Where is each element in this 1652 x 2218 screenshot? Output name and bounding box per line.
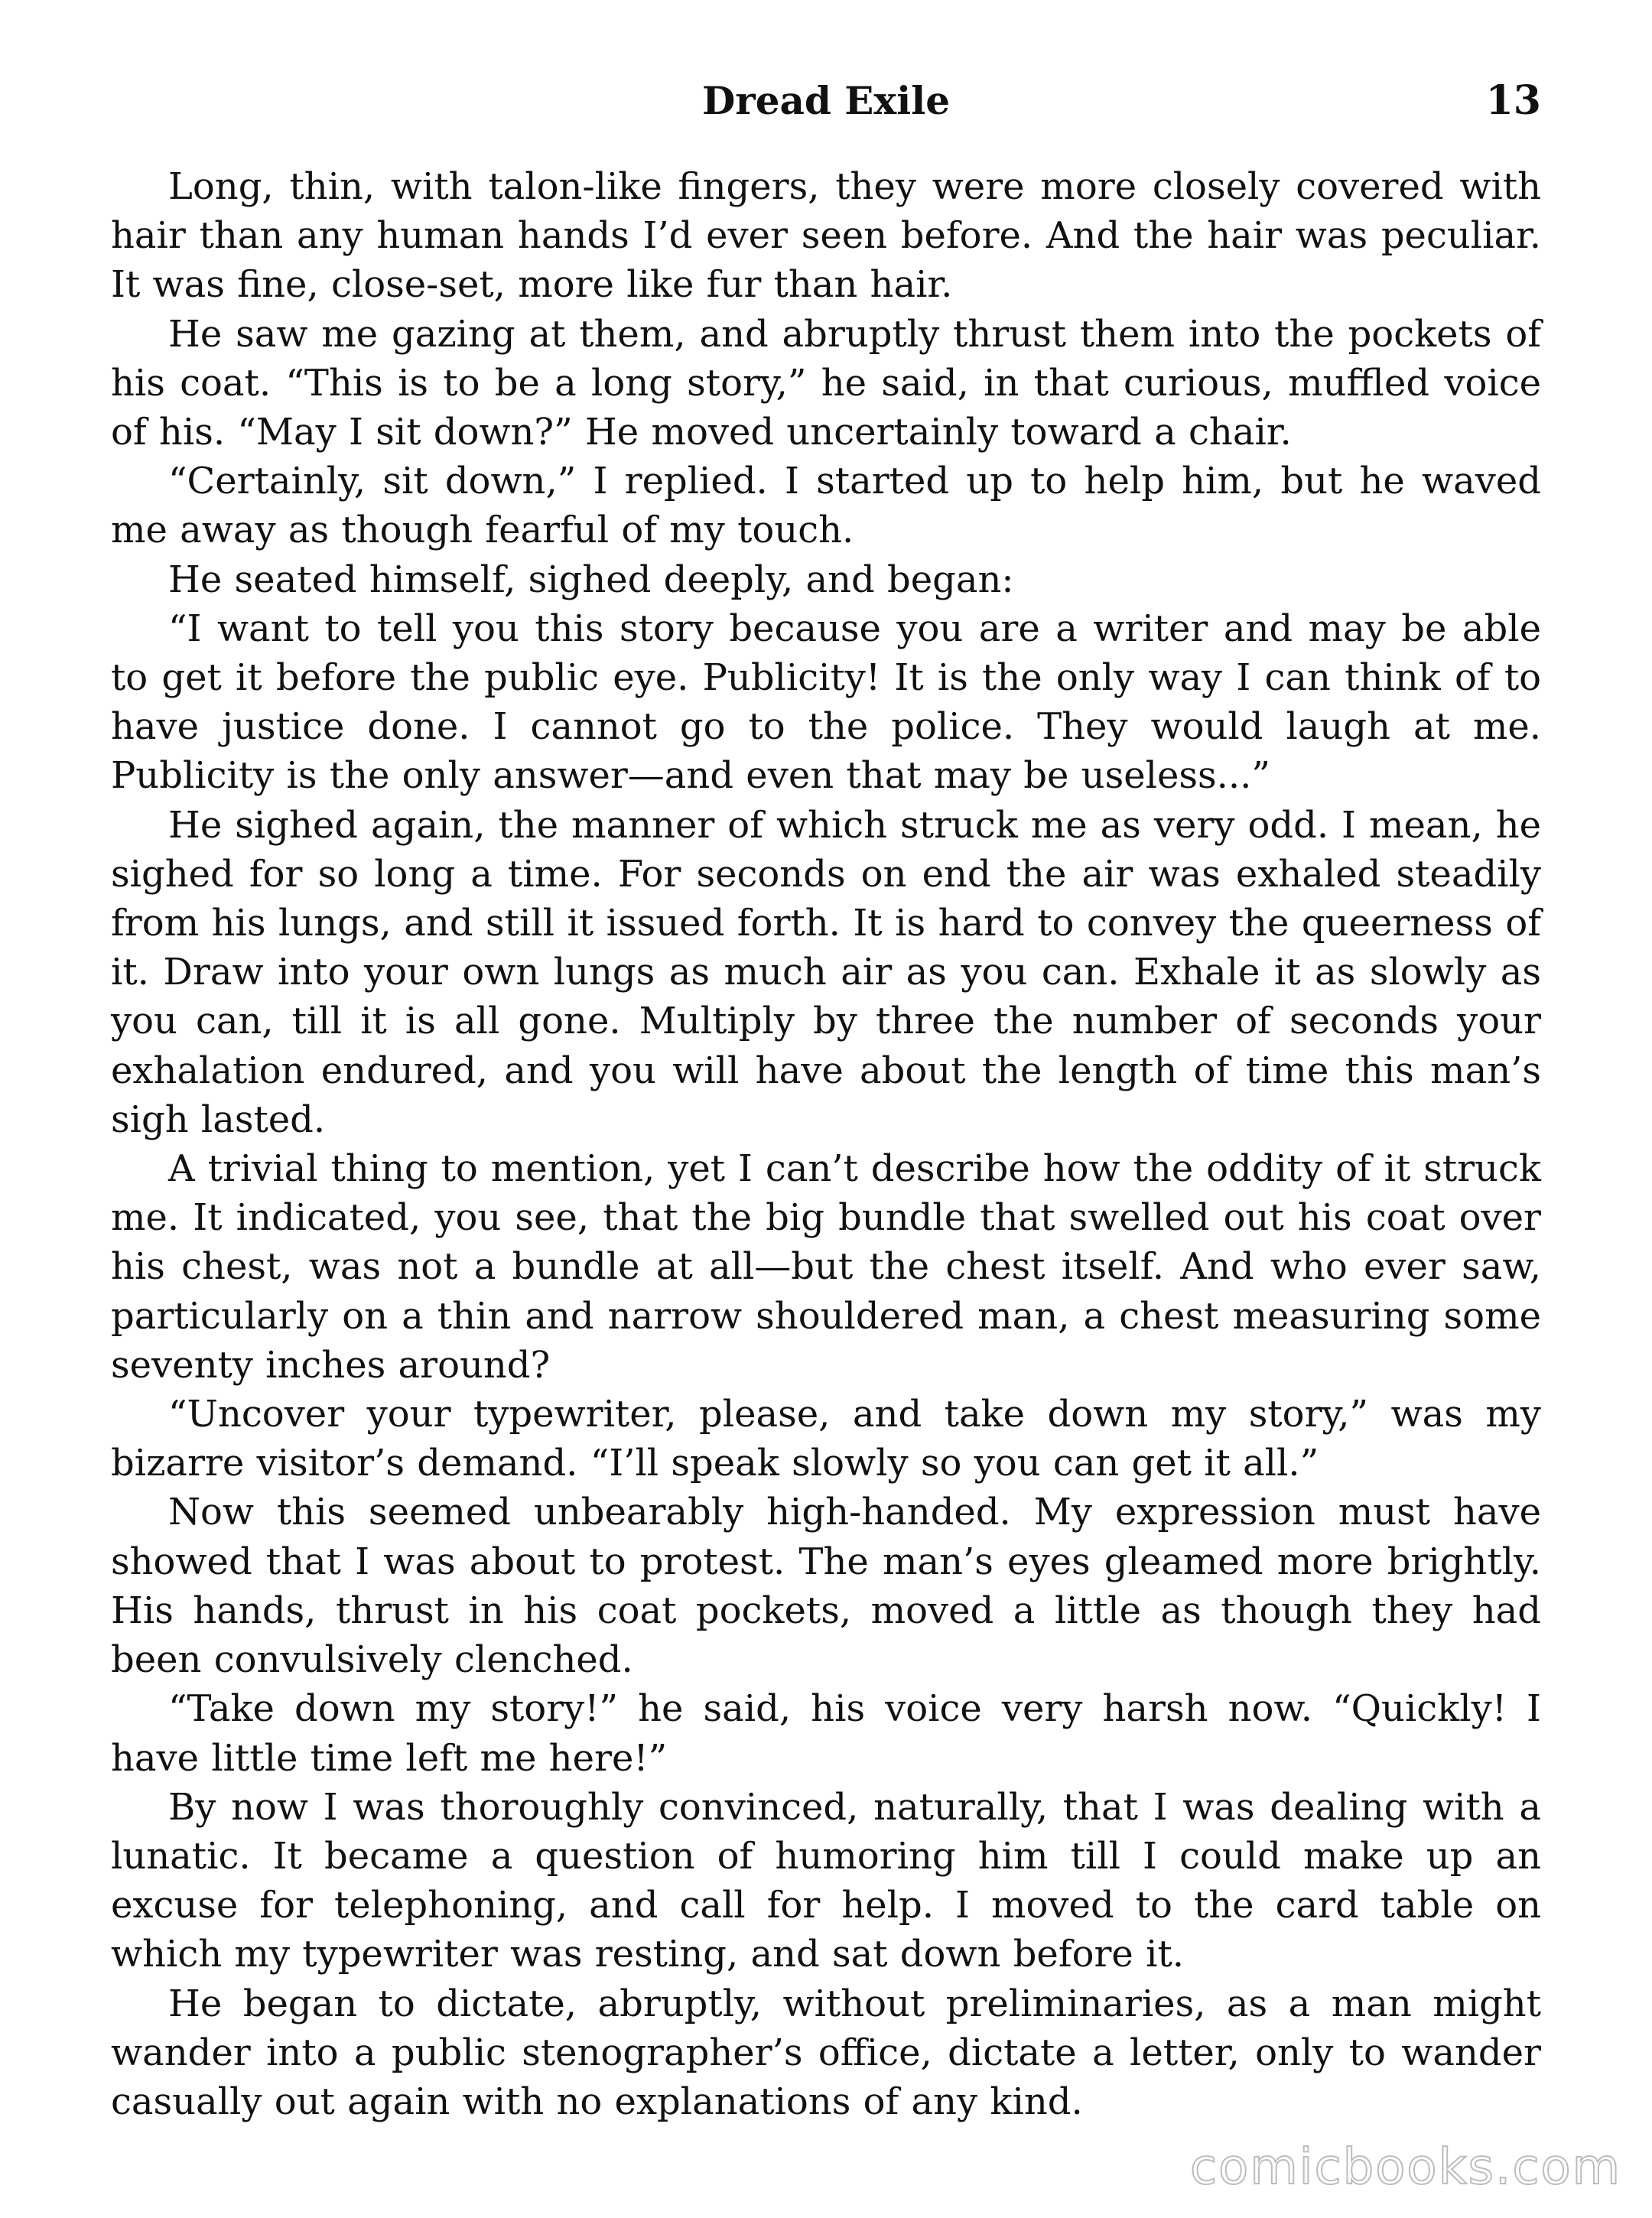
- paragraph-5: “I want to tell you this story because you are a writer and may be able to get it before the public eye. Publicity! It is the only way I can think of to have justice done. I cannot go to the police. They would laugh at me. Publicity is the only answer—and even that may be useless...”: [111, 607, 1541, 798]
- paragraph-4: He seated himself, sighed deeply, and began:: [168, 558, 1014, 601]
- body-text: [111, 162, 1541, 2126]
- paragraph-2: He saw me gazing at them, and abruptly thrust them into the pockets of his coat. “This is to be a long story,” he said, in that curious, muffled voice of his. “May I sit down?” He moved uncertainly toward a chair.: [111, 312, 1541, 454]
- paragraph-1: Long, thin, with talon-like fingers, they were more closely covered with hair than any human hands I’d ever seen before. And the hair was peculiar. It was fine, close-set, more like fur than hair.: [111, 165, 1541, 307]
- paragraph-7: A trivial thing to mention, yet I can’t describe how the oddity of it struck me. It indicated, you see, that the big bundle that swelled out his coat over his chest, was not a bundle at all—but the chest itself. And who ever saw, particularly on a thin and narrow shouldered man, a chest measuring some seventy inches around?: [111, 1147, 1541, 1387]
- running-title: Dread Exile: [702, 78, 950, 123]
- paragraph-6: He sighed again, the manner of which struck me as very odd. I mean, he sighed for so long a time. For seconds on end the air was exhaled steadily from his lungs, and still it issued forth. It is hard to convey the queerness of it. Draw into your own lungs as much air as you can. Exhale it as slowly as you can, till it is all gone. Multiply by three the number of seconds your exhalation endured, and you will have about the length of time this man’s sigh lasted.: [111, 803, 1541, 1141]
- paragraph-3: “Certainly, sit down,” I replied. I started up to help him, but he waved me away as though fearful of my touch.: [111, 460, 1541, 552]
- paragraph-12: He began to dictate, abruptly, without preliminaries, as a man might wander into a public stenographer’s office, dictate a letter, only to wander casually out again with no explanations of any kind.: [111, 1982, 1541, 2123]
- paragraph-8: “Uncover your typewriter, please, and take down my story,” was my bizarre visitor’s demand. “I’ll speak slowly so you can get it all.”: [111, 1393, 1541, 1485]
- page-header: [111, 70, 1541, 132]
- paragraph-9: Now this seemed unbearably high-handed. My expression must have showed that I was about to protest. The man’s eyes gleamed more brightly. His hands, thrust in his coat pockets, moved a little as though they had been convulsively clenched.: [111, 1491, 1541, 1682]
- paragraph-10: “Take down my story!” he said, his voice very harsh now. “Quickly! I have little time left me here!”: [111, 1687, 1541, 1780]
- paragraph-11: By now I was thoroughly convinced, naturally, that I was dealing with a lunatic. It became a question of humoring him till I could make up an excuse for telephoning, and call for help. I moved to the card table on which my typewriter was resting, and sat down before it.: [111, 1785, 1541, 1976]
- page-number: 13: [1485, 77, 1541, 124]
- watermark: comicbooks.com: [1189, 2139, 1621, 2196]
